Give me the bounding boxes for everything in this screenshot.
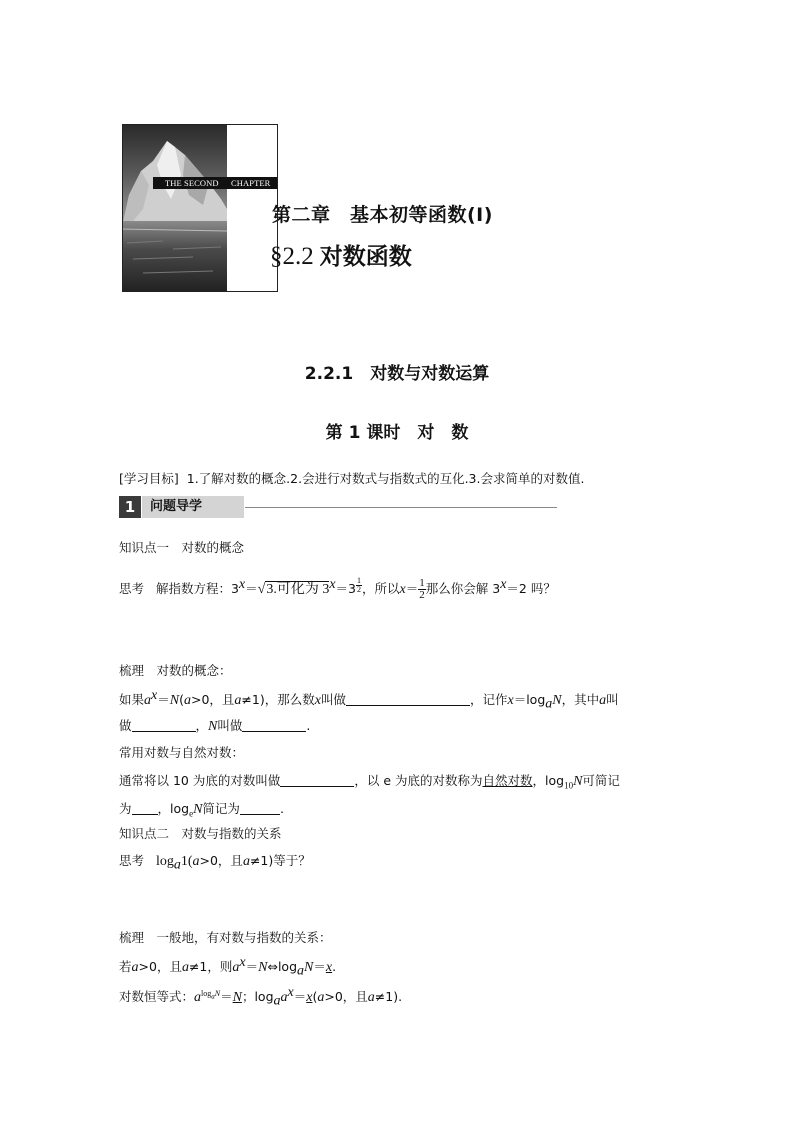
var: N [304,960,314,976]
section-name: 对数函数 [319,244,412,270]
common-log-line-1 [119,771,620,791]
text: 简记为 [202,801,240,816]
text: ，log [157,801,190,816]
text: ＝ [157,692,170,708]
section-number: §2.2 [270,243,314,270]
sup-log: log [201,989,212,998]
section-band-number: 1 [119,496,141,518]
identity-line [119,985,402,1010]
text: ＝ [245,959,259,975]
text: ( [312,989,318,1005]
text: 做 [119,718,132,733]
summary-2: 梳理 一般地，有对数与指数的关系： [119,930,332,945]
lesson-title: 第 1 课时 对 数 [325,423,469,443]
var: a [183,693,191,709]
text: ⇔log [267,959,297,975]
goals-text: 1.了解对数的概念.2.会进行对数式与指数式的互化.3.会求简单的对数值. [186,471,585,486]
summary-1: 梳理 对数的概念： [119,663,232,678]
var: N [573,774,583,789]
section-band-rule [245,507,557,508]
text: >0，且 [138,959,182,975]
sup-x: x [329,577,336,592]
text: 为 [119,801,132,816]
learning-goals [119,469,584,487]
frac-num: 1 [357,576,361,585]
sub: 10 [564,780,574,791]
text: 对数恒等式： [119,989,195,1005]
section-title [270,238,412,271]
text: ＝ [313,959,326,975]
var: N [208,719,218,734]
think-label: 思考 [119,581,145,597]
relation-line [119,955,336,980]
var: a [181,960,189,976]
text: . [332,959,337,975]
sup: x [239,955,246,970]
chapter-cover-image [122,124,278,292]
var: a [317,990,325,1006]
text: 解指数方程：3 [155,581,239,597]
text: ＝3 [335,581,356,597]
text: 如果 [119,692,145,708]
var: N [169,693,180,709]
section-band [119,496,439,518]
text: ＝ [405,581,419,597]
var: N [552,693,562,709]
sub: a [297,963,304,979]
text: 叫 [606,692,619,708]
think-1 [119,577,556,601]
common-log-line-2 [119,799,284,819]
text: >0，且 [190,692,235,708]
var: a [234,693,242,709]
sup: x [151,688,158,703]
var: a [144,693,152,709]
text: log [155,854,174,869]
text: ≠1)等于？ [249,853,311,868]
text: 那么你会解 3 [425,581,501,597]
blank-6[interactable] [240,800,280,815]
text: ( [179,692,184,708]
subsection-title: 2.2.1 对数与对数运算 [304,364,490,384]
var: N [258,960,268,976]
var: a [242,854,250,869]
var: x [314,693,321,709]
text: . [279,801,284,816]
think-2 [119,851,311,874]
sub: e [189,808,194,819]
answer-x: x [325,960,333,976]
text: 叫做 [320,692,346,708]
var: a [232,960,240,976]
frac-num: 1 [419,577,425,590]
text: 可简记 [582,773,620,788]
text: >0，且 [199,853,243,868]
natural-log-answer: 自然对数 [482,773,533,788]
text: ≠1，则 [188,959,233,975]
var-x: x [399,582,406,598]
var: a [599,693,607,709]
text: 1( [180,854,193,869]
var: a [131,960,139,976]
sqrt-symbol: √3.可化为 3 [257,582,330,598]
blank-1[interactable] [346,691,470,706]
sub: a [273,993,281,1009]
text: 若 [119,959,132,975]
var: N [193,802,203,817]
knowledge-point-1: 知识点一 对数的概念 [119,540,245,555]
definition-line-2 [119,716,310,735]
text: ＝log [513,692,546,708]
text: >0，且 [324,989,368,1005]
fraction-half [418,578,426,601]
text: ，其中 [561,692,600,708]
frac-den: 2 [419,589,425,602]
common-log-title: 常用对数与自然对数： [119,745,245,760]
blank-4[interactable] [280,772,354,787]
text: ；log [241,989,274,1005]
banner-right-text: CHAPTER [231,178,271,188]
text: ＝ [220,989,233,1005]
text: ，记作 [469,692,508,708]
text: ，log [532,773,565,788]
sqrt-radicand: 3.可化为 3 [266,582,330,598]
frac-den: 2 [357,585,361,594]
text: ＝2 吗？ [506,581,556,597]
answer-x: x [306,990,313,1006]
var: a [280,990,288,1006]
text: ，所以 [362,581,400,597]
sup: x [287,985,294,1000]
chapter-banner [153,177,277,189]
text: ≠1)，那么数 [241,692,315,708]
var: a [367,990,375,1006]
sub: a [173,857,181,873]
sup-var: N [214,989,221,998]
text: ， [195,718,209,733]
text: ＝ [293,989,307,1005]
text: ，以 e 为底的对数称为 [354,773,483,788]
sup-sub: a [211,992,215,1001]
blank-5[interactable] [132,800,158,815]
sub: a [545,696,553,712]
blank-2[interactable] [132,717,196,732]
chapter-title: 第二章 基本初等函数(Ⅰ) [272,204,493,226]
think-label: 思考 [119,853,145,868]
goals-tag: [学习目标] [119,471,179,486]
text: 叫做 [217,718,243,733]
blank-3[interactable] [242,717,306,732]
sup-x: x [238,577,246,592]
var: a [192,854,200,869]
section-band-label: 问题导学 [142,496,244,518]
text: 通常将以 10 为底的对数叫做 [119,773,281,788]
sup-x: x [500,577,507,592]
text: . [306,718,311,733]
definition-line-1 [119,688,619,713]
var: x [507,693,514,709]
knowledge-point-2: 知识点二 对数与指数的关系 [119,826,282,841]
answer-n: N [232,990,242,1006]
text: ＝ [245,581,258,597]
text: ≠1). [374,989,403,1005]
banner-left-text: THE SECOND [165,178,219,188]
iceberg-illustration [123,125,227,291]
var: a [194,990,202,1006]
